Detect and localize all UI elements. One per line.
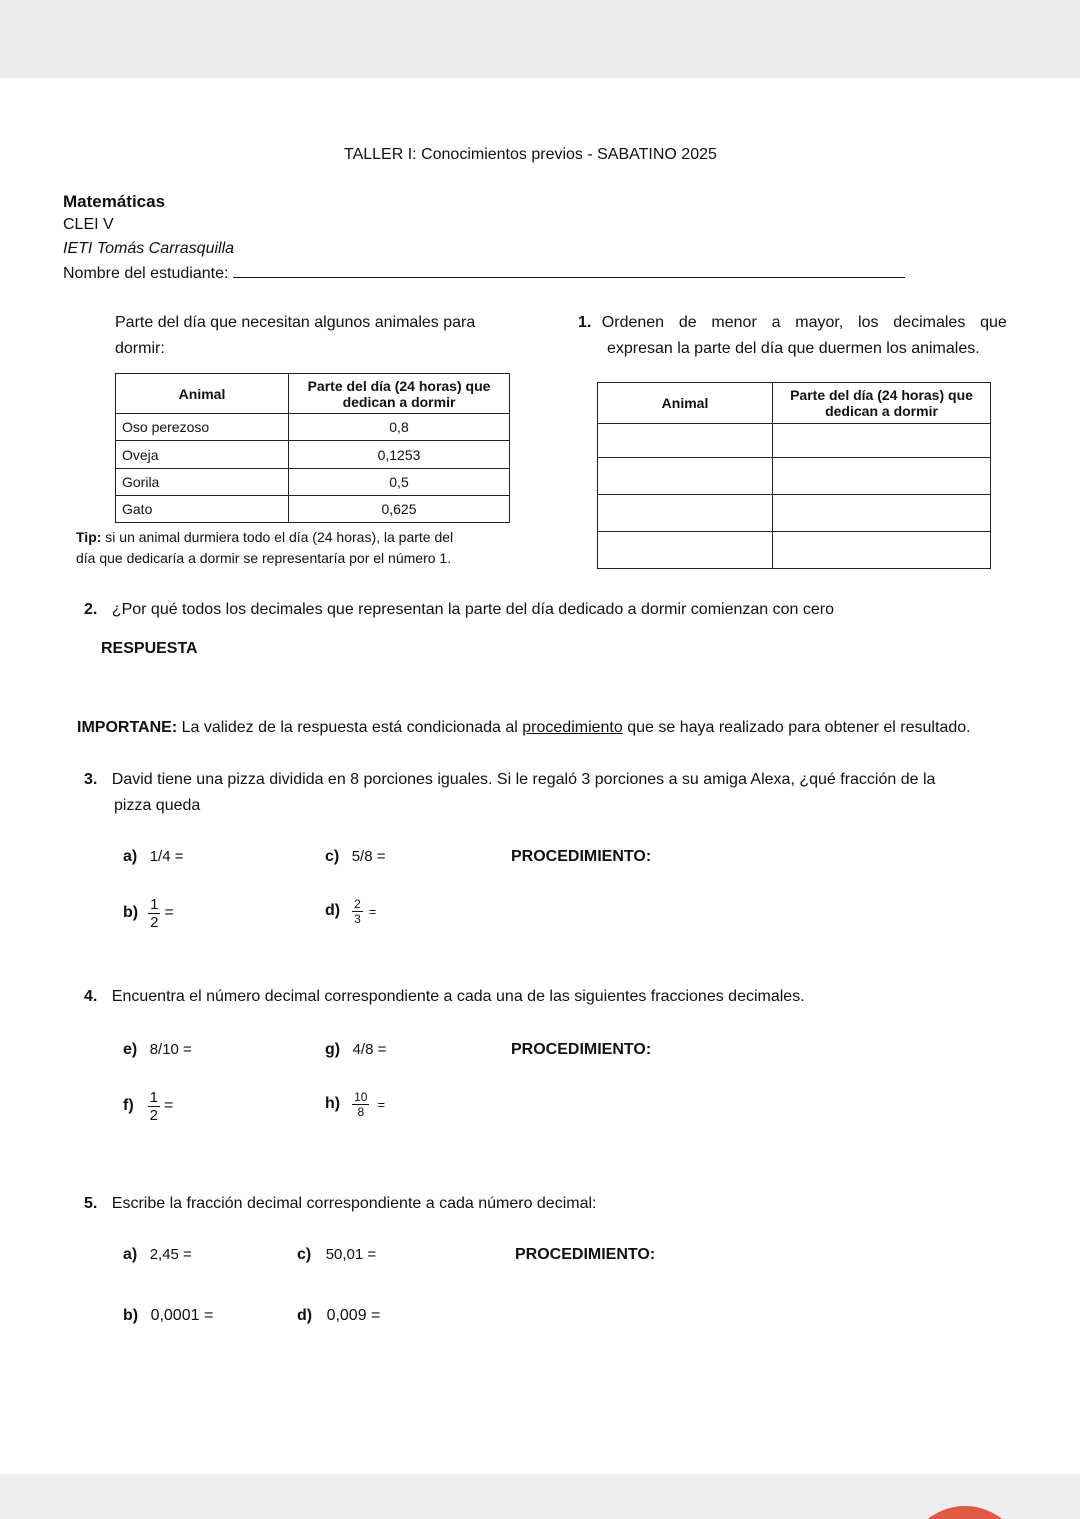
answer-cell[interactable] [773, 458, 991, 495]
tip-line-2: día que dedicaría a dormir se representaría por el número 1. [76, 550, 452, 566]
q5-item-d: d) 0,009 = [297, 1307, 381, 1324]
question-5 [84, 1195, 596, 1213]
answer-cell[interactable] [598, 532, 773, 569]
important-note: IMPORTANE: La validez de la respuesta está condicionada al procedimiento que se haya realizado para obtener el resultado. [77, 719, 971, 736]
question-2 [84, 601, 834, 619]
question-3-line-2: pizza queda [114, 797, 201, 814]
answer-cell[interactable] [598, 458, 773, 495]
q5-procedure-label: PROCEDIMIENTO: [515, 1246, 656, 1263]
table-row [116, 414, 510, 441]
answer-cell[interactable] [773, 495, 991, 532]
floating-action-shape [905, 1506, 1025, 1519]
q3-item-c: c) 5/8 = [325, 848, 386, 865]
table1-header-part: Parte del día (24 horas) que dedican a dormir [289, 374, 510, 414]
value-cell: 0,8 [289, 414, 510, 441]
intro-line-1: Parte del día que necesitan algunos animales para [115, 314, 476, 331]
question-2-text: ¿Por qué todos los decimales que representan la parte del día dedicado a dormir comienzan con cero [111, 601, 834, 618]
q4-item-h: h) $\frac{10}{8}$ = [325, 1089, 386, 1119]
question-5-number: 5. [84, 1195, 98, 1212]
table-row[interactable] [598, 458, 991, 495]
table-row[interactable] [598, 532, 991, 569]
worksheet-title: TALLER I: Conocimientos previos - SABATINO 2025 [344, 146, 717, 163]
table-row[interactable] [598, 495, 991, 532]
answer-cell[interactable] [773, 532, 991, 569]
level-label: CLEI V [63, 216, 114, 233]
table-row[interactable] [598, 424, 991, 458]
tip-text: si un animal durmiera todo el día (24 horas), la parte del [101, 529, 454, 545]
q4-item-g: g) 4/8 = [325, 1041, 387, 1058]
answer-cell[interactable] [598, 424, 773, 458]
table1-header-animal: Animal [116, 374, 289, 414]
animal-cell: Oveja [116, 441, 289, 469]
value-cell: 0,1253 [289, 441, 510, 469]
bottom-bar [0, 1474, 1080, 1519]
important-label: IMPORTANE: [77, 719, 178, 736]
animal-sleep-table [115, 373, 510, 523]
student-name-row [63, 263, 905, 283]
value-cell: 0,5 [289, 469, 510, 496]
school-label: IETI Tomás Carrasquilla [63, 240, 235, 257]
question-3-line-1: David tiene una pizza dividida en 8 porciones iguales. Si le regaló 3 porciones a su amiga Alexa, ¿qué fracción de la [111, 771, 936, 788]
table2-header-animal: Animal [598, 383, 773, 424]
animal-cell: Gorila [116, 469, 289, 496]
q3-item-d: d) $\frac{2}{3}$ = [325, 896, 377, 926]
tip-label: Tip: [76, 529, 102, 545]
tip-line-1 [76, 529, 453, 545]
q5-item-a: a) 2,45 = [123, 1246, 192, 1263]
question-1-number: 1. [578, 314, 592, 331]
q5-item-c: c) 50,01 = [297, 1246, 377, 1263]
animal-cell: Gato [116, 496, 289, 523]
question-4-number: 4. [84, 988, 98, 1005]
student-name-line[interactable] [233, 263, 905, 278]
q3-procedure-label: PROCEDIMIENTO: [511, 848, 652, 865]
animal-cell: Oso perezoso [116, 414, 289, 441]
q4-procedure-label: PROCEDIMIENTO: [511, 1041, 652, 1058]
answer-cell[interactable] [773, 424, 991, 458]
intro-line-2: dormir: [115, 340, 165, 357]
question-3 [84, 771, 935, 789]
ordering-table [597, 382, 991, 569]
subject-label: Matemáticas [63, 192, 166, 211]
q5-item-b: b) 0,0001 = [123, 1307, 214, 1324]
answer-cell[interactable] [598, 495, 773, 532]
q4-item-f: f) $\frac{1}{2}$ = [123, 1088, 174, 1124]
answer-label: RESPUESTA [101, 640, 198, 657]
question-1-line-2: expresan la parte del día que duermen los animales. [607, 340, 980, 357]
table-row [116, 469, 510, 496]
question-5-text: Escribe la fracción decimal correspondiente a cada número decimal: [111, 1195, 597, 1212]
question-2-number: 2. [84, 601, 98, 618]
question-1 [578, 314, 1018, 332]
q4-item-e: e) 8/10 = [123, 1041, 192, 1058]
student-name-label: Nombre del estudiante: [63, 265, 229, 282]
q3-item-a: a) 1/4 = [123, 848, 184, 865]
table-row [116, 496, 510, 523]
table2-header-part: Parte del día (24 horas) que dedican a dormir [773, 383, 991, 424]
question-3-number: 3. [84, 771, 98, 788]
table-row [116, 441, 510, 469]
top-bar [0, 0, 1080, 78]
value-cell: 0,625 [289, 496, 510, 523]
question-4-text: Encuentra el número decimal correspondiente a cada una de las siguientes fracciones decimales. [111, 988, 805, 1005]
question-4 [84, 988, 805, 1006]
q3-item-b: b) $\frac{1}{2}$ = [123, 895, 174, 931]
procedure-underlined: procedimiento [522, 719, 623, 736]
question-1-line-1: Ordenen de menor a mayor, los decimales que [601, 314, 1007, 331]
